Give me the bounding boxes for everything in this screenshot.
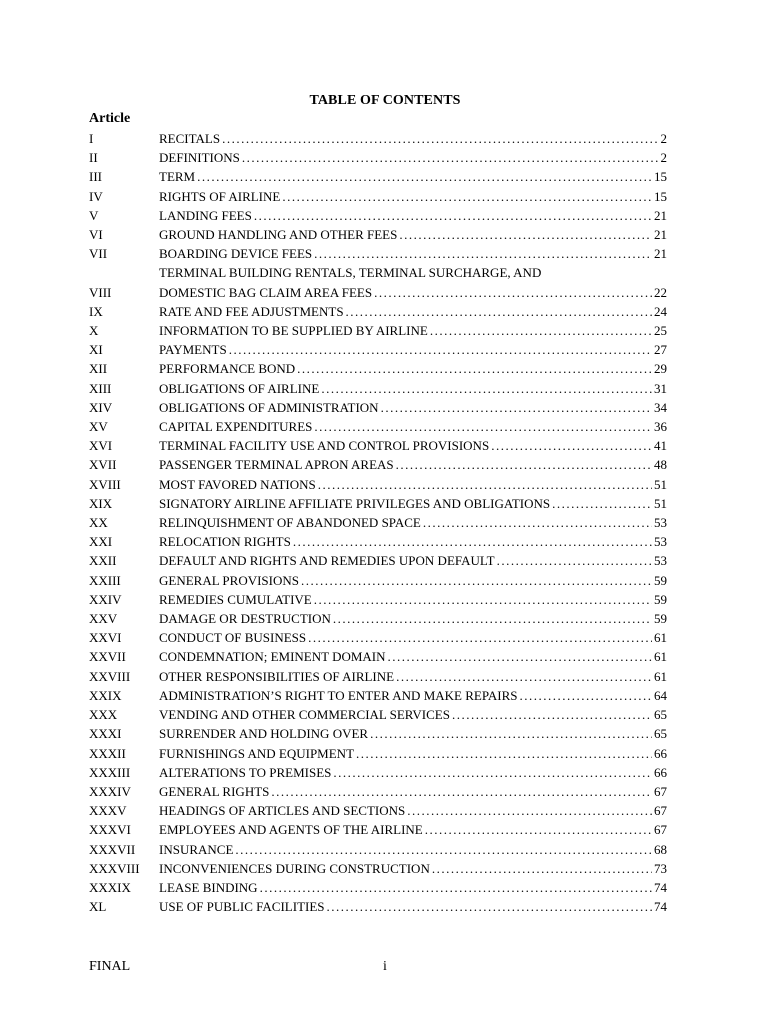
article-title: USE OF PUBLIC FACILITIES bbox=[159, 899, 325, 915]
article-title: INSURANCE bbox=[159, 841, 234, 857]
article-entry bbox=[159, 532, 667, 551]
article-entry bbox=[159, 359, 667, 378]
toc-row bbox=[89, 897, 667, 916]
footer-page-number: i bbox=[383, 959, 387, 974]
dot-leader bbox=[314, 590, 652, 609]
toc-row bbox=[89, 647, 667, 666]
dot-leader bbox=[318, 475, 652, 494]
page-reference: 61 bbox=[654, 668, 667, 684]
dot-leader bbox=[432, 859, 652, 878]
dot-leader bbox=[301, 571, 652, 590]
article-title: RELOCATION RIGHTS bbox=[159, 534, 291, 550]
article-entry bbox=[159, 417, 667, 436]
dot-leader bbox=[282, 187, 652, 206]
page-reference: 73 bbox=[654, 860, 667, 876]
article-number: XXV bbox=[89, 611, 118, 627]
page-reference: 21 bbox=[654, 246, 667, 262]
article-number: XXIV bbox=[89, 591, 122, 607]
article-number: XXVIII bbox=[89, 668, 131, 684]
article-title-line: TERMINAL BUILDING RENTALS, TERMINAL SURCHARGE, AND bbox=[159, 265, 542, 281]
article-entry bbox=[159, 398, 667, 417]
article-title: ALTERATIONS TO PREMISES bbox=[159, 764, 332, 780]
article-number: XXXVIII bbox=[89, 860, 140, 876]
article-title: EMPLOYEES AND AGENTS OF THE AIRLINE bbox=[159, 822, 423, 838]
dot-leader bbox=[407, 801, 652, 820]
toc-row bbox=[89, 513, 667, 532]
page-reference: 27 bbox=[654, 342, 667, 358]
toc-row bbox=[89, 302, 667, 321]
dot-leader bbox=[396, 455, 652, 474]
article-title: DEFINITIONS bbox=[159, 150, 240, 166]
article-entry bbox=[159, 340, 667, 359]
article-number: XX bbox=[89, 515, 108, 531]
article-entry bbox=[159, 609, 667, 628]
article-entry bbox=[159, 686, 667, 705]
dot-leader bbox=[552, 494, 652, 513]
dot-leader bbox=[370, 724, 652, 743]
article-entry bbox=[159, 744, 667, 763]
page-reference: 74 bbox=[654, 899, 667, 915]
article-entry bbox=[159, 513, 667, 532]
toc-row bbox=[89, 321, 667, 340]
toc-row bbox=[89, 340, 667, 359]
page-reference: 21 bbox=[654, 207, 667, 223]
dot-leader bbox=[297, 359, 652, 378]
article-title: LANDING FEES bbox=[159, 207, 252, 223]
article-number: XIII bbox=[89, 380, 112, 396]
article-title: RATE AND FEE ADJUSTMENTS bbox=[159, 303, 344, 319]
page-reference: 66 bbox=[654, 745, 667, 761]
article-number: XL bbox=[89, 899, 107, 915]
article-entry bbox=[159, 840, 667, 859]
toc-list bbox=[89, 129, 667, 916]
article-title: DOMESTIC BAG CLAIM AREA FEES bbox=[159, 284, 373, 300]
toc-row bbox=[89, 417, 667, 436]
article-title: VENDING AND OTHER COMMERCIAL SERVICES bbox=[159, 707, 450, 723]
article-number: XI bbox=[89, 342, 103, 358]
article-number: XXXIII bbox=[89, 764, 131, 780]
page-reference: 41 bbox=[654, 438, 667, 454]
article-number: XXXIX bbox=[89, 879, 131, 895]
article-column-heading: Article bbox=[89, 111, 131, 126]
article-entry bbox=[159, 263, 667, 301]
article-entry bbox=[159, 571, 667, 590]
article-entry bbox=[159, 494, 667, 513]
article-title: HEADINGS OF ARTICLES AND SECTIONS bbox=[159, 803, 406, 819]
article-entry bbox=[159, 878, 667, 897]
toc-row bbox=[89, 455, 667, 474]
page-reference: 67 bbox=[654, 822, 667, 838]
toc-row bbox=[89, 532, 667, 551]
article-title: REMEDIES CUMULATIVE bbox=[159, 591, 312, 607]
article-number: XIX bbox=[89, 495, 113, 511]
dot-leader bbox=[425, 820, 652, 839]
article-number: XXX bbox=[89, 707, 118, 723]
toc-row bbox=[89, 436, 667, 455]
dot-leader bbox=[356, 744, 652, 763]
article-number: XVIII bbox=[89, 476, 121, 492]
dot-leader bbox=[197, 167, 652, 186]
article-title: OBLIGATIONS OF AIRLINE bbox=[159, 380, 320, 396]
dot-leader bbox=[452, 705, 652, 724]
article-number: XXXIV bbox=[89, 783, 131, 799]
article-number: VII bbox=[89, 246, 108, 262]
article-entry bbox=[159, 590, 667, 609]
article-title: INCONVENIENCES DURING CONSTRUCTION bbox=[159, 860, 430, 876]
article-entry bbox=[159, 551, 667, 570]
page-reference: 15 bbox=[654, 169, 667, 185]
article-title: LEASE BINDING bbox=[159, 879, 258, 895]
toc-row bbox=[89, 801, 667, 820]
toc-row bbox=[89, 187, 667, 206]
dot-leader bbox=[333, 609, 652, 628]
dot-leader bbox=[321, 379, 652, 398]
article-entry bbox=[159, 820, 667, 839]
article-title: RELINQUISHMENT OF ABANDONED SPACE bbox=[159, 515, 421, 531]
article-title: MOST FAVORED NATIONS bbox=[159, 476, 316, 492]
article-entry bbox=[159, 244, 667, 263]
toc-row bbox=[89, 379, 667, 398]
page-reference: 65 bbox=[654, 726, 667, 742]
article-number: XXVI bbox=[89, 630, 122, 646]
toc-row bbox=[89, 263, 667, 301]
dot-leader bbox=[235, 840, 652, 859]
article-title: CONDEMNATION; EMINENT DOMAIN bbox=[159, 649, 386, 665]
article-number: IV bbox=[89, 188, 103, 204]
article-number: XVII bbox=[89, 457, 117, 473]
article-entry bbox=[159, 148, 667, 167]
article-number: XXXVI bbox=[89, 822, 131, 838]
dot-leader bbox=[260, 878, 652, 897]
article-number: XXXII bbox=[89, 745, 126, 761]
page-reference: 67 bbox=[654, 803, 667, 819]
article-title: BOARDING DEVICE FEES bbox=[159, 246, 313, 262]
article-number: XXI bbox=[89, 534, 113, 550]
page-reference: 59 bbox=[654, 591, 667, 607]
toc-row bbox=[89, 744, 667, 763]
page-reference: 34 bbox=[654, 399, 667, 415]
article-entry bbox=[159, 782, 667, 801]
dot-leader bbox=[314, 417, 652, 436]
toc-row bbox=[89, 571, 667, 590]
toc-row bbox=[89, 628, 667, 647]
page-reference: 53 bbox=[654, 534, 667, 550]
article-title: PASSENGER TERMINAL APRON AREAS bbox=[159, 457, 394, 473]
article-entry bbox=[159, 475, 667, 494]
toc-row bbox=[89, 686, 667, 705]
article-title: CONDUCT OF BUSINESS bbox=[159, 630, 307, 646]
toc-row bbox=[89, 551, 667, 570]
article-title: SURRENDER AND HOLDING OVER bbox=[159, 726, 369, 742]
dot-leader bbox=[381, 398, 652, 417]
article-title: FURNISHINGS AND EQUIPMENT bbox=[159, 745, 355, 761]
article-number: V bbox=[89, 207, 99, 223]
page-reference: 61 bbox=[654, 649, 667, 665]
article-number: VIII bbox=[89, 284, 112, 300]
page-reference: 65 bbox=[654, 707, 667, 723]
toc-row bbox=[89, 494, 667, 513]
article-title: TERM bbox=[159, 169, 196, 185]
page-reference: 29 bbox=[654, 361, 667, 377]
toc-row bbox=[89, 820, 667, 839]
article-number: XIV bbox=[89, 399, 113, 415]
article-number: VI bbox=[89, 227, 103, 243]
dot-leader bbox=[293, 532, 652, 551]
page-reference: 61 bbox=[654, 630, 667, 646]
toc-row bbox=[89, 359, 667, 378]
article-number: XXVII bbox=[89, 649, 126, 665]
article-number: I bbox=[89, 131, 94, 146]
article-entry bbox=[159, 455, 667, 474]
toc-row bbox=[89, 475, 667, 494]
article-title: CAPITAL EXPENDITURES bbox=[159, 419, 313, 435]
article-entry bbox=[159, 897, 667, 916]
dot-leader bbox=[242, 148, 659, 167]
article-title: OBLIGATIONS OF ADMINISTRATION bbox=[159, 399, 379, 415]
article-title: ADMINISTRATION’S RIGHT TO ENTER AND MAKE REPAIRS bbox=[159, 687, 518, 703]
toc-row bbox=[89, 167, 667, 186]
article-title: INFORMATION TO BE SUPPLIED BY AIRLINE bbox=[159, 323, 428, 339]
article-entry bbox=[159, 436, 667, 455]
footer-label: FINAL bbox=[89, 959, 131, 974]
article-number: XXXI bbox=[89, 726, 122, 742]
article-entry bbox=[159, 647, 667, 666]
dot-leader bbox=[388, 647, 652, 666]
dot-leader bbox=[396, 667, 652, 686]
article-number: III bbox=[89, 169, 102, 185]
page-reference: 68 bbox=[654, 841, 667, 857]
toc-row bbox=[89, 782, 667, 801]
dot-leader bbox=[314, 244, 652, 263]
article-title: TERMINAL FACILITY USE AND CONTROL PROVISIONS bbox=[159, 438, 490, 454]
page-reference: 59 bbox=[654, 611, 667, 627]
dot-leader bbox=[520, 686, 653, 705]
article-number: XXXVII bbox=[89, 841, 136, 857]
article-number: X bbox=[89, 323, 99, 339]
article-title: RIGHTS OF AIRLINE bbox=[159, 188, 281, 204]
article-number: XV bbox=[89, 419, 108, 435]
article-number: XII bbox=[89, 361, 108, 377]
dot-leader bbox=[308, 628, 652, 647]
article-entry bbox=[159, 628, 667, 647]
article-title: GENERAL RIGHTS bbox=[159, 783, 270, 799]
article-entry bbox=[159, 302, 667, 321]
article-number: XVI bbox=[89, 438, 113, 454]
toc-row bbox=[89, 590, 667, 609]
article-number: XXIII bbox=[89, 572, 121, 588]
dot-leader bbox=[374, 283, 652, 302]
article-number: XXXV bbox=[89, 803, 127, 819]
dot-leader bbox=[430, 321, 652, 340]
page-reference: 53 bbox=[654, 515, 667, 531]
toc-row bbox=[89, 667, 667, 686]
toc-row bbox=[89, 398, 667, 417]
article-title: OTHER RESPONSIBILITIES OF AIRLINE bbox=[159, 668, 395, 684]
article-title: PAYMENTS bbox=[159, 342, 227, 358]
article-entry bbox=[159, 206, 667, 225]
article-title: RECITALS bbox=[159, 131, 221, 146]
article-title: DAMAGE OR DESTRUCTION bbox=[159, 611, 331, 627]
page-reference: 22 bbox=[654, 284, 667, 300]
page-reference: 24 bbox=[654, 303, 667, 319]
page-reference: 66 bbox=[654, 764, 667, 780]
article-entry bbox=[159, 705, 667, 724]
article-entry bbox=[159, 801, 667, 820]
toc-row bbox=[89, 840, 667, 859]
page-reference: 67 bbox=[654, 783, 667, 799]
dot-leader bbox=[254, 206, 652, 225]
article-title: SIGNATORY AIRLINE AFFILIATE PRIVILEGES AND OBLIGATIONS bbox=[159, 495, 551, 511]
page-reference: 74 bbox=[654, 879, 667, 895]
dot-leader bbox=[271, 782, 652, 801]
dot-leader bbox=[491, 436, 652, 455]
page-reference: 15 bbox=[654, 188, 667, 204]
page-reference: 51 bbox=[654, 476, 667, 492]
article-number: XXIX bbox=[89, 687, 122, 703]
toc-row bbox=[89, 148, 667, 167]
page-title: TABLE OF CONTENTS bbox=[309, 93, 461, 108]
article-title: GENERAL PROVISIONS bbox=[159, 572, 299, 588]
article-entry bbox=[159, 859, 667, 878]
article-entry bbox=[159, 129, 667, 148]
toc-row bbox=[89, 878, 667, 897]
dot-leader bbox=[423, 513, 652, 532]
page-reference: 51 bbox=[654, 495, 667, 511]
toc-row bbox=[89, 206, 667, 225]
dot-leader bbox=[346, 302, 652, 321]
article-entry bbox=[159, 321, 667, 340]
toc-row bbox=[89, 859, 667, 878]
page-reference: 53 bbox=[654, 553, 667, 569]
article-number: XXII bbox=[89, 553, 117, 569]
dot-leader bbox=[497, 551, 652, 570]
toc-row bbox=[89, 244, 667, 263]
page-reference: 25 bbox=[654, 323, 667, 339]
article-entry bbox=[159, 724, 667, 743]
page-reference: 36 bbox=[654, 419, 667, 435]
toc-row bbox=[89, 724, 667, 743]
dot-leader bbox=[222, 129, 658, 148]
toc-row bbox=[89, 129, 667, 148]
article-number: II bbox=[89, 150, 98, 166]
article-number: IX bbox=[89, 303, 103, 319]
page-reference: 21 bbox=[654, 227, 667, 243]
article-title: PERFORMANCE BOND bbox=[159, 361, 296, 377]
article-entry bbox=[159, 379, 667, 398]
dot-leader bbox=[399, 225, 652, 244]
article-entry bbox=[159, 667, 667, 686]
dot-leader bbox=[327, 897, 652, 916]
article-entry bbox=[159, 187, 667, 206]
article-entry bbox=[159, 763, 667, 782]
article-entry bbox=[159, 167, 667, 186]
dot-leader bbox=[333, 763, 652, 782]
page-reference: 31 bbox=[654, 380, 667, 396]
article-title: DEFAULT AND RIGHTS AND REMEDIES UPON DEFAULT bbox=[159, 553, 495, 569]
page-reference: 64 bbox=[654, 687, 667, 703]
toc-row bbox=[89, 225, 667, 244]
article-entry bbox=[159, 225, 667, 244]
toc-row bbox=[89, 763, 667, 782]
article-title: GROUND HANDLING AND OTHER FEES bbox=[159, 227, 398, 243]
toc-row bbox=[89, 705, 667, 724]
toc-row bbox=[89, 609, 667, 628]
page-reference: 2 bbox=[660, 131, 667, 146]
page-reference: 59 bbox=[654, 572, 667, 588]
page-reference: 48 bbox=[654, 457, 667, 473]
dot-leader bbox=[229, 340, 652, 359]
page-reference: 2 bbox=[660, 150, 667, 166]
